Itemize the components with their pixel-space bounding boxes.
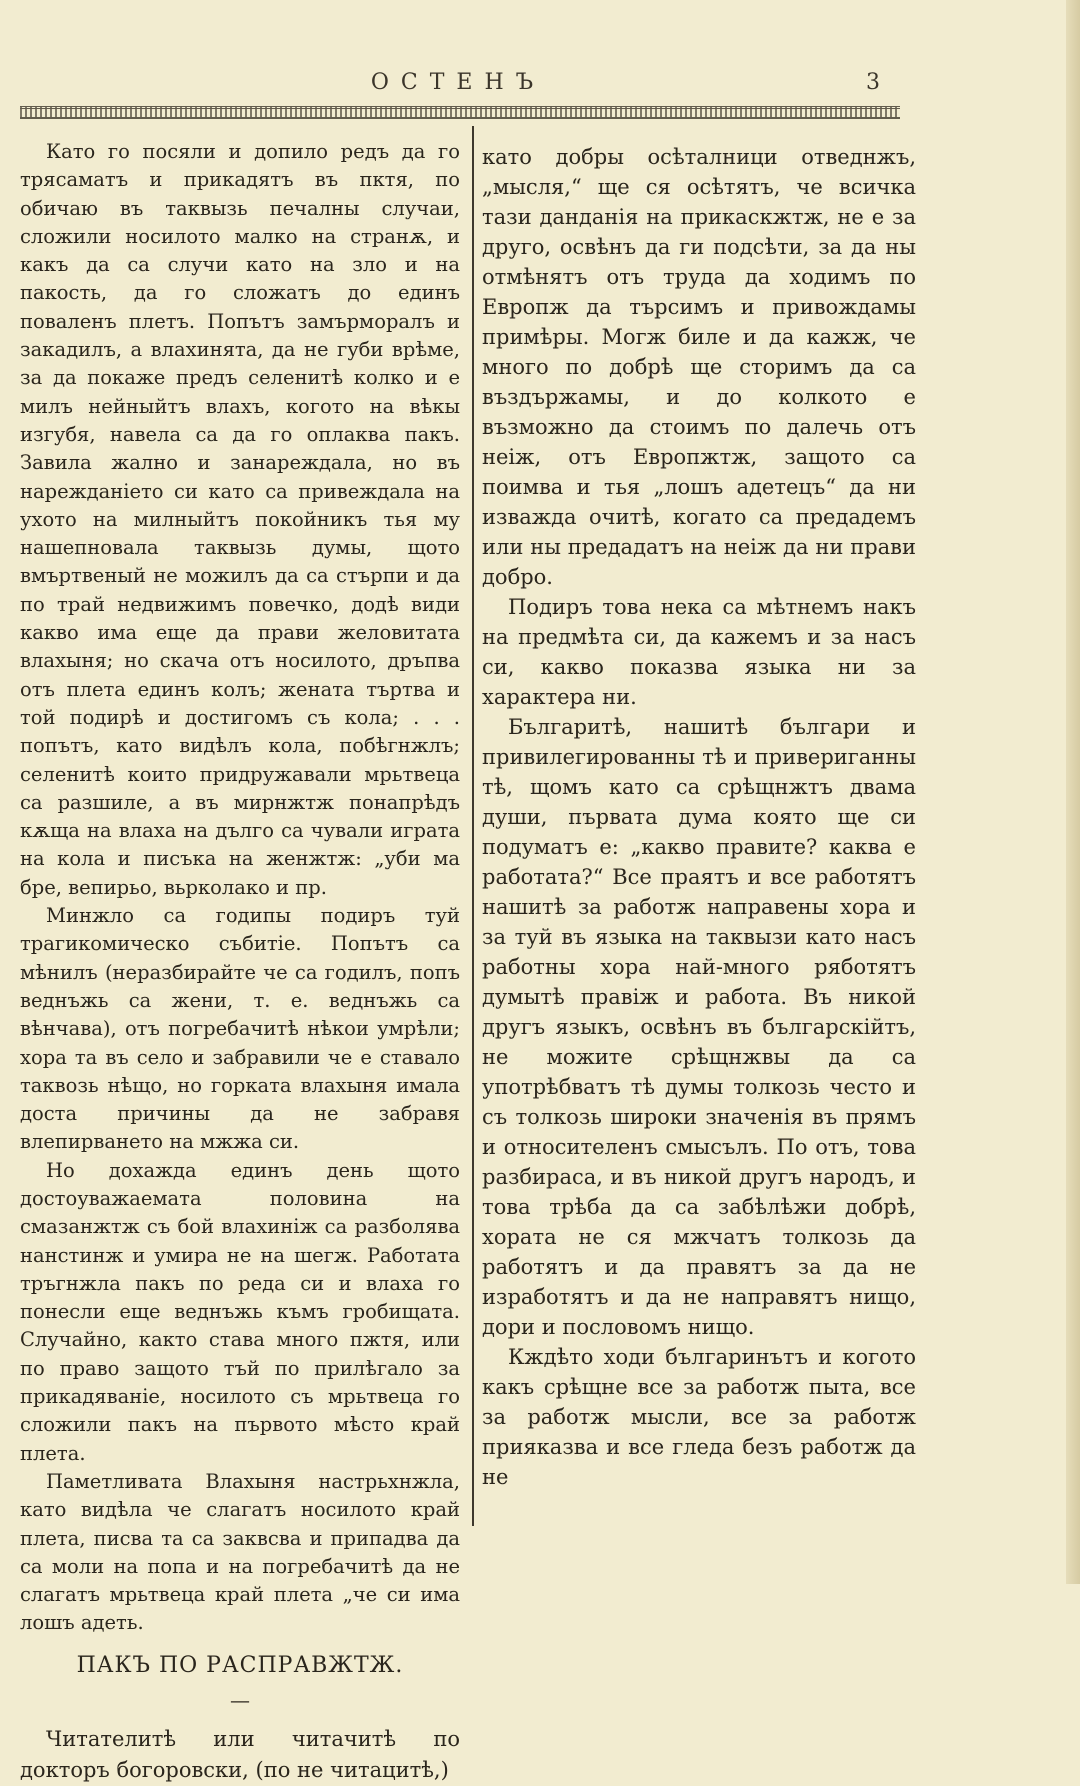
page-edge (1066, 0, 1080, 1584)
paragraph: Но дохажда единъ день щото достоуважаемата половина на смазанжтж съ бой влахиніж са разболява нанстинж и умира не на шегж. Работата тръгнжла пакъ по реда си и влаха го понесли еще веднъжь къмъ гробищата. Случайно, както става много пжтя, или по право защото тъй по прилѣгало за прикадяваніе, носилото съ мрьтвеца го сложили пакъ на първото мѣсто край плета. (20, 1158, 460, 1465)
section-heading: ПАКЪ ПО РАСПРАВЖТЖ. (76, 1652, 404, 1678)
column-divider (472, 126, 474, 1526)
section-dash: — (230, 1688, 250, 1713)
paragraph: Подиръ това нека са мѣтнемъ накъ на предмѣта си, да кажемъ и за насъ си, какво показва языка ни за характера ни. (482, 595, 916, 709)
paragraph: Българитѣ, нашитѣ българи и привилегированны тѣ и привериганны тѣ, щомъ като са срѣщнжтъ двама души, първата дума която ще си подуматъ е: „какво правите? каква е работата?“ Все праятъ и все работятъ нашитѣ за работж направены хора и за туй въ языка на таквызи като насъ работны хора най-много рябoтятъ думытѣ правіж и работа. Въ никой другъ языкъ, освѣнъ въ българскійтъ, не можите срѣщнжвы да са употрѣбватъ тѣ думы толкозь често и съ толкозь широки значенія въ прямъ и относителенъ смысълъ. По отъ, това разбираса, и въ никой другъ народъ, и това трѣба да са забѣлѣжи добрѣ, хората не ся мжчатъ толкозь да работятъ и да правятъ за да не изработятъ и да не направятъ нищо, дори и пословомъ нищо. (482, 715, 916, 1339)
left-column (20, 138, 460, 1786)
page-header (18, 70, 898, 100)
paragraph: Като го посяли и допило редъ да го трясаматъ и прикадятъ въ пктя, по обичаю въ таквызь печалны случаи, сложили носилото малко на странѫ, и какъ да са случи като на зло и на пакость, да го сложатъ до единъ поваленъ плетъ. Попътъ замърморалъ и закадилъ, а влахинята, да не губи врѣме, за да покаже предъ селенитѣ колко и е милъ нейныйтъ влахъ, когото на вѣкы изгубя, навела са да го оплаква пакъ. Завила жално и занареждала, но въ нарежданіето си като са привеждала на ухото на милныйтъ покойникъ тья му нашепновала таквызь думы, щото вмъртвеный не можилъ да са стърпи и да по трай недвижимъ повечко, додѣ види какво има еще да прави желовитата влахыня; но скача отъ носилото, дръпва отъ плета единъ колъ; жената търтва и той подирѣ и достигомъ съ кола; . . . попътъ, като видѣлъ кола, побѣгнжлъ; селенитѣ които придружавали мрьтвеца са разшиле, а въ мирнжтж понапрѣдъ кѫща на влаха на дълго са чували играта на кола и писъка на женжтж: „уби ма бре, вепирьо, вьрколако и пр. (20, 140, 460, 899)
paragraph: като добры осѣталници отведнжъ, „мысля,“ ще ся осѣтятъ, че всичка тази данданія на прикаскжтж, не е за друго, освѣнъ да ги подсѣти, за да ны отмѣнятъ отъ труда да ходимъ по Европж да търсимъ и привождамы примѣры. Могж биле и да кажж, че много по добрѣ ще сторимъ да са въздържамы, и до колкото е възможно да стоимъ по далечь отъ неіж, отъ Европжтж, защото са поимва и тья „лошъ адетецъ“ да ни изважда очитѣ, когато са предадемъ или ны предадатъ на неіж да ни прави добро. (482, 145, 916, 589)
paragraph: Минжло са годипы подиръ туй трагикомическо събитіе. Попътъ са мѣнилъ (неразбирайте че са годилъ, попъ веднъжь са жени, т. е. веднъжь са вѣнчава), отъ погребачитѣ нѣкои умрѣли; хора та въ село и забравили че е ставало таквозь нѣщо, но горката влахыня имала доста причины да не забравя влепирването на мжжа си. (20, 904, 460, 1154)
paragraph: Читателитѣ или читачитѣ по докторъ богоровски, (по не читацитѣ,) (20, 1727, 460, 1783)
paragraph: Кждѣто ходи българинътъ и когото какъ срѣщне все за работж пыта, все за работж мысли, все за работж прияказва и все гледа безъ работж да не (482, 1345, 916, 1489)
header-rule (20, 106, 900, 119)
publication-title: ОСТЕНЪ (370, 70, 546, 95)
paragraph: Паметливата Влахыня настрьхнжла, като видѣла че слагатъ носилото край плета, писва та са заквсва и припадва да са моли на попа и на погребачитѣ да не слагатъ мрьтвеца край плета „че си има лошъ адеть. (20, 1469, 460, 1635)
page-number: 3 (866, 70, 880, 95)
right-column (482, 142, 916, 1492)
